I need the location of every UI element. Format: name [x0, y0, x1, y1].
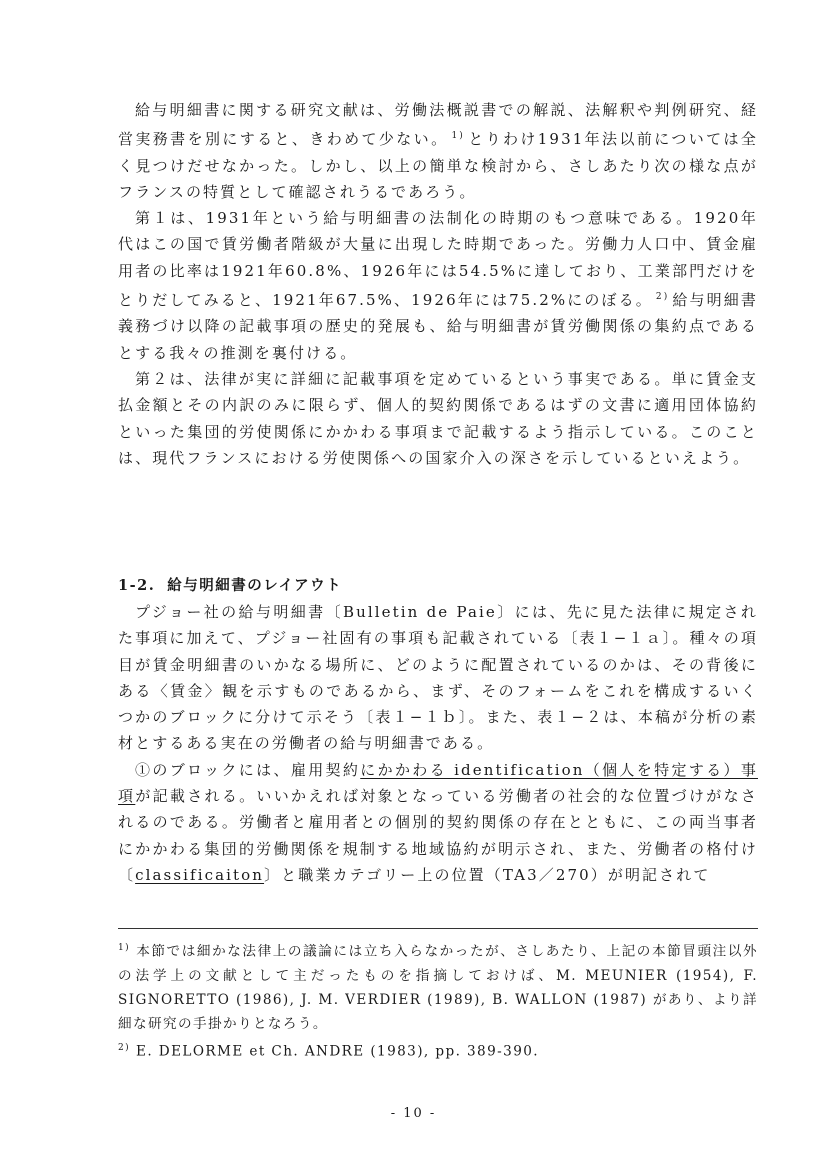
section-number: 1-2. — [118, 577, 156, 594]
footnote-2 — [118, 1036, 758, 1064]
footnote-1-text: 本節では細かな法律上の議論には立ち入らなかったが、さしあたり、上記の本節冒頭注以外の法学上の文献として主だったものを指摘しておけば、M. MEUNIER (1954), F. SIGNORETTO (1986), J. M. VERDIER (1989), B. WALLON (1987) があり、より詳細な研究の手掛かりとなろう。 — [118, 943, 758, 1032]
section-paragraph-1: プジョー社の給与明細書〔Bulletin de Paie〕には、先に見た法律に規定された事項に加えて、プジョー社固有の事項も記載されている〔表１−１ａ〕。種々の項目が賃金明細書のいかなる場所に、どのように配置されているのかは、その背後にある〈賃金〉観を示すものであるから、まず、そのフォームをこれを構成するいくつかのブロックに分けて示そう〔表１−１ｂ〕。また、表１−２は、本稿が分析の素材とするある実在の労働者の給与明細書である。 — [118, 603, 758, 753]
paragraph-2-text-b: 給与明細書義務づけ以降の記載事項の歴史的発展も、給与明細書が賃労働関係の集約点であるとする我々の推測を裏付ける。 — [118, 291, 758, 362]
section-paragraph-2-text-b: が記載される。いいかえれば対象となっている労働者の社会的な位置づけがなされるのである。労働者と雇用者との個別的契約関係の存在とともに、この両当事者にかかわる集団的労働関係を規制する地域協約が明示され、また、労働者の格付け〔 — [118, 787, 758, 884]
footnote-divider — [118, 928, 758, 929]
section-heading — [118, 575, 758, 597]
section-1-2 — [118, 575, 758, 888]
paragraph-2-text-a: 第１は、1931年という給与明細書の法制化の時期のもつ意味である。1920年代はこの国で賃労働者階級が大量に出現した時期であった。労働力人口中、賃金雇用者の比率は1921年60.8%、1926年には54.5%に達しており、工業部門だけをとりだしてみると、1921年67.5%、1926年には75.2%にのぼる。 — [118, 209, 758, 310]
footnotes — [118, 936, 758, 1063]
paragraph-1 — [118, 97, 758, 205]
footnote-1-mark: 1) — [118, 943, 131, 953]
footnote-1 — [118, 936, 758, 1036]
underlined-classification: classificaiton — [135, 865, 265, 884]
paragraph-1-text-a: 給与明細書に関する研究文献は、労働法概説書での解説、法解釈や判例研究、経営実務書を別にすると、きわめて少ない。 — [118, 101, 758, 149]
paragraph-2 — [118, 205, 758, 366]
section-paragraph-2-text-a: ①のブロックには、雇用契約 — [135, 760, 361, 779]
paragraph-1-text-b: とりわけ1931年法以前については全く見つけだせなかった。しかし、以上の簡単な検討から、さしあたり次の様な点がフランスの特質として確認されうるであろう。 — [118, 130, 758, 201]
section-title: 給与明細書のレイアウト — [167, 577, 343, 594]
page-number: - 10 - — [390, 1106, 437, 1121]
footnote-ref-1: 1) — [451, 131, 465, 142]
underlined-identification: にかかわる identification（個人を特定する）事項 — [118, 760, 758, 806]
footnote-ref-2: 2) — [655, 292, 670, 303]
main-text — [118, 97, 758, 471]
section-paragraph-2-text-c: 〕と職業カテゴリー上の位置（TA3／270）が明記されて — [264, 865, 711, 884]
section-paragraph-2 — [118, 757, 758, 888]
footnote-2-text: E. DELORME et Ch. ANDRE (1983), pp. 389-390. — [136, 1043, 540, 1060]
footnote-2-mark: 2) — [118, 1042, 131, 1053]
paragraph-3: 第２は、法律が実に詳細に記載事項を定めているという事実である。単に賃金支払金額とその内訳のみに限らず、個人的契約関係であるはずの文書に適用団体協約といった集団的労使関係にかかわる事項まで記載するよう指示している。このことは、現代フランスにおける労使関係への国家介入の深さを示しているといえよう。 — [118, 369, 758, 467]
